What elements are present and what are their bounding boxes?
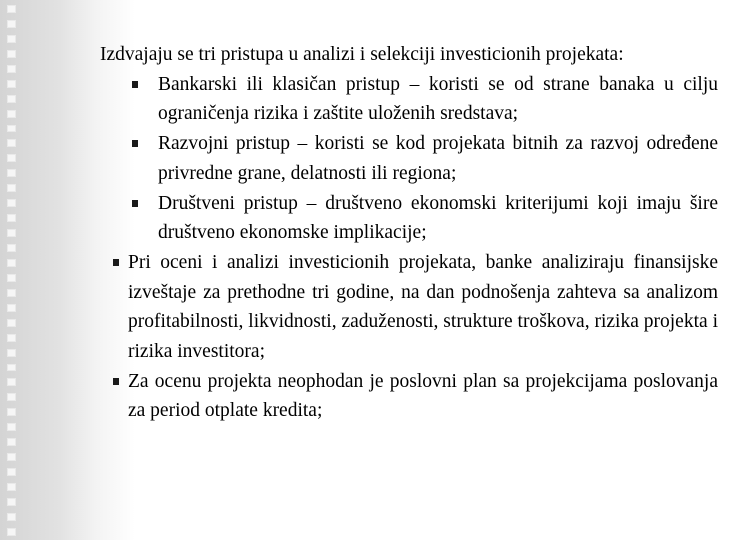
strip-square (7, 483, 16, 491)
strip-square (7, 408, 16, 416)
strip-square (7, 20, 16, 28)
strip-square (7, 513, 16, 521)
strip-square (7, 468, 16, 476)
strip-square (7, 438, 16, 446)
strip-square (7, 154, 16, 162)
strip-square (7, 423, 16, 431)
strip-square (7, 139, 16, 147)
strip-square (7, 378, 16, 386)
strip-square (7, 364, 16, 372)
strip-square (7, 229, 16, 237)
strip-square (7, 528, 16, 536)
strip-square (7, 35, 16, 43)
intro-paragraph: Izdvajaju se tri pristupa u analizi i selekciji investicionih projekata: (100, 44, 624, 65)
sub-bullet-item-social-approach (100, 189, 718, 248)
decorative-side-strip (0, 0, 22, 540)
strip-square (7, 334, 16, 342)
strip-square (7, 50, 16, 58)
square-bullet-icon (132, 140, 138, 147)
strip-square (7, 5, 16, 13)
sub-bullet-text: Razvojni pristup – koristi se kod projekata bitnih za razvoj određene privredne grane, delatnosti ili regiona; (158, 133, 718, 184)
strip-square (7, 349, 16, 357)
strip-square (7, 274, 16, 282)
square-bullet-icon (113, 259, 119, 266)
bullet-item-bank-analysis (100, 248, 718, 367)
sub-bullet-item-banking-approach (100, 70, 718, 129)
strip-square (7, 110, 16, 118)
bullet-item-business-plan (100, 367, 718, 426)
square-bullet-icon (132, 81, 138, 88)
strip-square (7, 319, 16, 327)
strip-square (7, 259, 16, 267)
bullet-text: Pri oceni i analizi investicionih projekata, banke analiziraju finansijske izveštaje za prethodne tri godine, na dan podnošenja zahteva sa analizom profitabilnosti, likvidnosti, zaduženosti, strukture troškova, rizika projekta i rizika investitora; (128, 251, 718, 363)
sub-bullet-item-development-approach (100, 129, 718, 188)
strip-square (7, 125, 16, 133)
square-bullet-icon (132, 200, 138, 207)
strip-square (7, 289, 16, 297)
strip-square (7, 95, 16, 103)
slide-body (100, 40, 718, 426)
strip-square (7, 304, 16, 312)
strip-square (7, 498, 16, 506)
strip-square (7, 244, 16, 252)
strip-square (7, 393, 16, 401)
square-bullet-icon (113, 378, 119, 385)
strip-square (7, 184, 16, 192)
sub-bullet-text: Bankarski ili klasičan pristup – koristi se od strane banaka u cilju ograničenja rizika i zaštite uloženih sredstava; (158, 73, 718, 125)
strip-square (7, 199, 16, 207)
strip-square (7, 65, 16, 73)
sub-bullet-text: Društveni pristup – društveno ekonomski kriterijumi koji imaju šire društveno ekonomske implikacije; (158, 192, 718, 244)
strip-square (7, 453, 16, 461)
strip-square (7, 80, 16, 88)
strip-square (7, 169, 16, 177)
bullet-text: Za ocenu projekta neophodan je poslovni plan sa projekcijama poslovanja za period otplate kredita; (128, 370, 718, 422)
strip-square (7, 214, 16, 222)
